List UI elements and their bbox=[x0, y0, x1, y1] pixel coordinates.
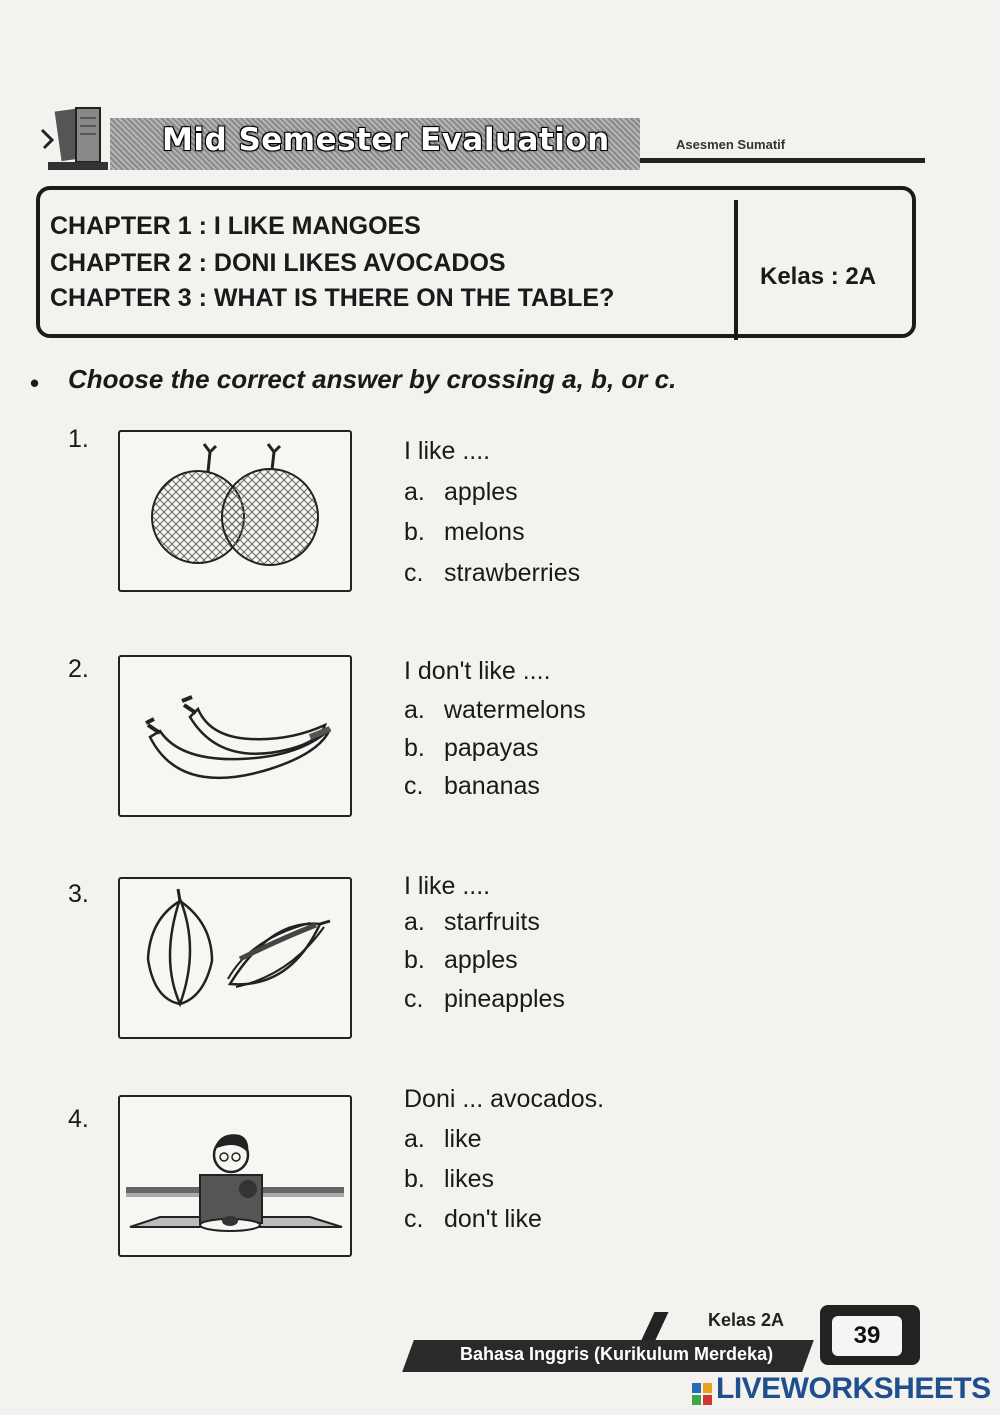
starfruits-illustration bbox=[118, 877, 352, 1039]
option-text: strawberries bbox=[444, 559, 581, 587]
question-number: 3. bbox=[68, 880, 89, 908]
chapter-3-title: CHAPTER 3 : WHAT IS THERE ON THE TABLE? bbox=[50, 284, 615, 312]
option-letter: b. bbox=[404, 734, 425, 762]
option-text: starfruits bbox=[444, 908, 540, 936]
books-icon bbox=[38, 100, 118, 180]
option-text: pineapples bbox=[444, 985, 565, 1013]
option-letter: b. bbox=[404, 518, 425, 546]
answer-option-c[interactable] bbox=[404, 1205, 542, 1234]
option-text: like bbox=[444, 1125, 482, 1153]
option-letter: b. bbox=[404, 946, 425, 974]
footer-subject: Bahasa Inggris (Kurikulum Merdeka) bbox=[460, 1344, 774, 1364]
question-number: 2. bbox=[68, 655, 89, 683]
instruction-bullet: • bbox=[30, 368, 40, 398]
option-text: papayas bbox=[444, 734, 539, 762]
chapter-divider bbox=[734, 200, 738, 340]
header-rule bbox=[640, 158, 925, 163]
answer-option-b[interactable] bbox=[404, 734, 539, 763]
answer-option-c[interactable] bbox=[404, 559, 580, 588]
question-stem: I like .... bbox=[404, 437, 491, 465]
footer-slash bbox=[641, 1312, 668, 1340]
liveworksheets-watermark bbox=[692, 1372, 991, 1406]
answer-option-a[interactable] bbox=[404, 908, 540, 937]
question-stem: I don't like .... bbox=[404, 657, 551, 685]
answer-option-b[interactable] bbox=[404, 518, 525, 547]
instruction-text: Choose the correct answer by crossing a, b, or c. bbox=[68, 364, 677, 394]
option-text: apples bbox=[444, 946, 518, 974]
option-text: don't like bbox=[444, 1205, 542, 1233]
footer-class: Kelas 2A bbox=[708, 1310, 785, 1330]
option-letter: b. bbox=[404, 1165, 425, 1193]
option-text: likes bbox=[444, 1165, 495, 1193]
chapter-2-title: CHAPTER 2 : DONI LIKES AVOCADOS bbox=[50, 249, 506, 277]
option-letter: c. bbox=[404, 559, 424, 587]
question-stem: Doni ... avocados. bbox=[404, 1085, 605, 1113]
boy-eating-illustration bbox=[118, 1095, 352, 1257]
question-stem: I like .... bbox=[404, 872, 491, 900]
answer-option-a[interactable] bbox=[404, 478, 518, 507]
watermark-text: LIVEWORKSHEETS bbox=[716, 1372, 991, 1405]
melons-illustration bbox=[118, 430, 352, 592]
bananas-illustration bbox=[118, 655, 352, 817]
option-letter: a. bbox=[404, 478, 425, 506]
option-letter: c. bbox=[404, 772, 424, 800]
liveworksheets-logo-icon bbox=[692, 1379, 712, 1401]
option-letter: c. bbox=[404, 1205, 424, 1233]
option-text: melons bbox=[444, 518, 525, 546]
page-subtitle: Asesmen Sumatif bbox=[676, 137, 786, 152]
option-text: bananas bbox=[444, 772, 540, 800]
answer-option-b[interactable] bbox=[404, 946, 518, 975]
option-letter: a. bbox=[404, 696, 425, 724]
page-number: 39 bbox=[832, 1316, 902, 1356]
option-text: apples bbox=[444, 478, 518, 506]
option-letter: c. bbox=[404, 985, 424, 1013]
option-text: watermelons bbox=[444, 696, 586, 724]
option-letter: a. bbox=[404, 1125, 425, 1153]
page-title: Mid Semester Evaluation bbox=[162, 122, 610, 158]
answer-option-a[interactable] bbox=[404, 696, 586, 725]
answer-option-a[interactable] bbox=[404, 1125, 482, 1154]
answer-option-b[interactable] bbox=[404, 1165, 494, 1194]
answer-option-c[interactable] bbox=[404, 772, 540, 801]
option-letter: a. bbox=[404, 908, 425, 936]
class-label: Kelas : 2A bbox=[760, 263, 877, 290]
answer-option-c[interactable] bbox=[404, 985, 565, 1014]
question-number: 1. bbox=[68, 425, 89, 453]
chapter-1-title: CHAPTER 1 : I LIKE MANGOES bbox=[50, 212, 421, 240]
question-number: 4. bbox=[68, 1105, 89, 1133]
